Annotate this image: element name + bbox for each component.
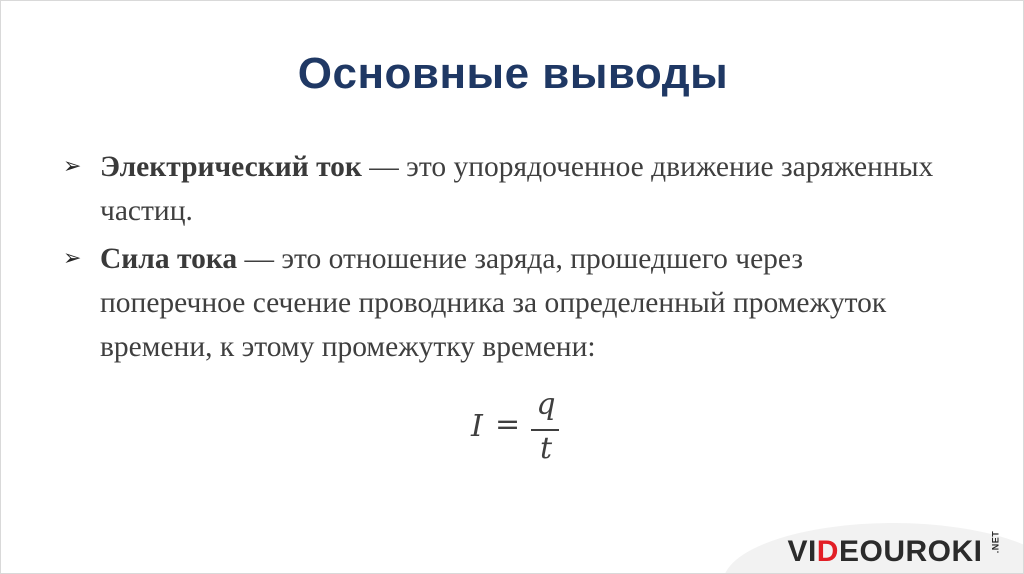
formula-lhs: I bbox=[471, 409, 483, 444]
bullet-text bbox=[63, 145, 943, 233]
formula-equals: = bbox=[495, 407, 521, 442]
logo-text-accent: D bbox=[816, 535, 839, 568]
bullet-definition: — это упорядоченное движение заряженных частиц. bbox=[100, 151, 934, 227]
slide-title: Основные выводы bbox=[297, 49, 729, 98]
logo-text-1: VI bbox=[787, 535, 817, 568]
arrowhead-icon: ➢ bbox=[63, 246, 82, 271]
bullet-term: Сила тока bbox=[100, 243, 238, 275]
formula-denominator: t bbox=[539, 431, 553, 466]
bullet-item bbox=[63, 145, 943, 233]
logo-suffix: .NET bbox=[990, 530, 1001, 554]
bullet-item bbox=[63, 237, 943, 369]
formula-numerator: q bbox=[536, 387, 556, 422]
arrowhead-icon: ➢ bbox=[63, 154, 82, 179]
bullet-definition: — это отношение заряда, прошедшего через поперечное сечение проводника за определенный промежуток времени, к этому промежутку времени: bbox=[100, 243, 887, 363]
bullet-text bbox=[63, 237, 943, 369]
videouroki-logo bbox=[787, 529, 1007, 569]
bullet-term: Электрический ток bbox=[100, 151, 362, 183]
logo-text-2: EOUROKI bbox=[838, 535, 983, 568]
